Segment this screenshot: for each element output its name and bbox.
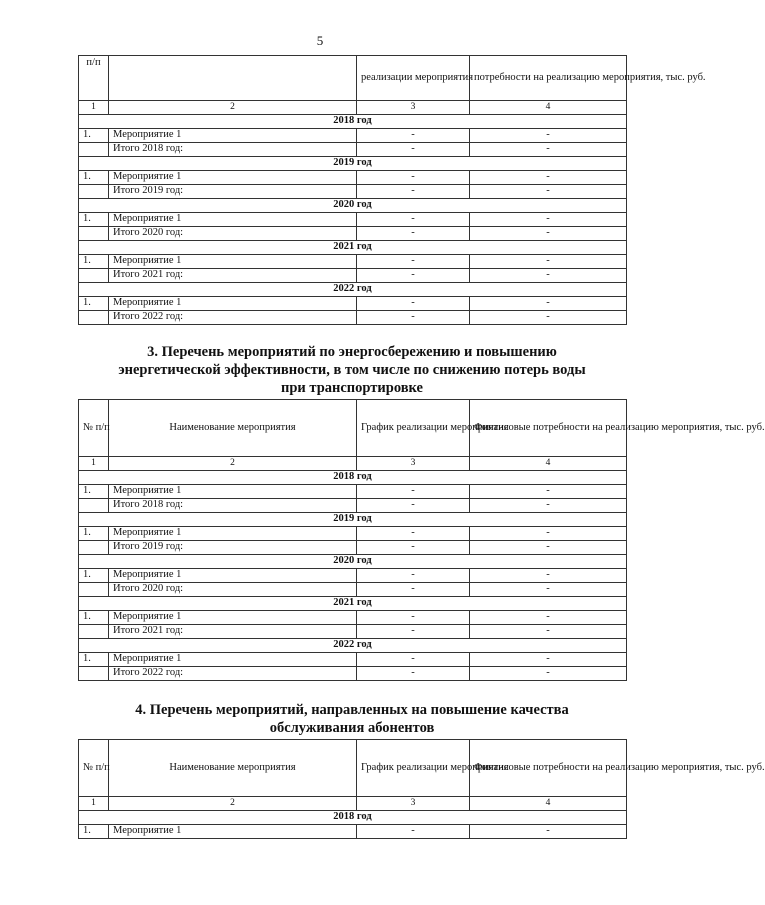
item-number: 1. [79, 129, 109, 143]
total-finance: - [470, 227, 627, 241]
total-finance: - [470, 499, 627, 513]
col-header-name [109, 56, 357, 101]
col-header-schedule: реализации мероприятия [357, 56, 470, 101]
item-finance: - [470, 297, 627, 311]
item-name: Мероприятие 1 [109, 297, 357, 311]
year-row: 2021 год [79, 241, 627, 255]
total-finance: - [470, 667, 627, 681]
col-header-finance: потребности на реализацию мероприятия, тыс. руб. [470, 56, 627, 101]
year-row: 2019 год [79, 157, 627, 171]
table-customer-service [78, 739, 765, 839]
item-schedule: - [357, 485, 470, 499]
section-3-line: при транспортировке [281, 380, 423, 396]
index-cell: 2 [109, 101, 357, 115]
year-row: 2022 год [79, 283, 627, 297]
section-4-line: 4. Перечень мероприятий, направленных на повышение качества [135, 702, 569, 718]
item-schedule: - [357, 171, 470, 185]
total-label: Итого 2019 год: [109, 185, 357, 199]
section-3-line: 3. Перечень мероприятий по энергосбережению и повышению [147, 344, 557, 360]
item-name: Мероприятие 1 [109, 825, 357, 839]
total-number [79, 185, 109, 199]
index-cell: 3 [357, 457, 470, 471]
item-finance: - [470, 255, 627, 269]
total-schedule: - [357, 625, 470, 639]
col-header-no: № п/п [79, 740, 109, 797]
item-name: Мероприятие 1 [109, 171, 357, 185]
total-number [79, 143, 109, 157]
section-3-title [78, 343, 626, 397]
total-schedule: - [357, 143, 470, 157]
item-schedule: - [357, 569, 470, 583]
total-schedule: - [357, 185, 470, 199]
item-schedule: - [357, 255, 470, 269]
item-number: 1. [79, 653, 109, 667]
total-number [79, 269, 109, 283]
item-finance: - [470, 213, 627, 227]
item-number: 1. [79, 527, 109, 541]
index-cell: 3 [357, 797, 470, 811]
year-row: 2020 год [79, 199, 627, 213]
total-label: Итого 2020 год: [109, 583, 357, 597]
item-finance: - [470, 527, 627, 541]
item-schedule: - [357, 297, 470, 311]
index-cell: 4 [470, 797, 627, 811]
section-3-line: энергетической эффективности, в том числе по снижению потерь воды [118, 362, 586, 378]
total-number [79, 227, 109, 241]
total-schedule: - [357, 541, 470, 555]
item-name: Мероприятие 1 [109, 611, 357, 625]
index-cell: 3 [357, 101, 470, 115]
index-cell: 1 [79, 457, 109, 471]
col-header-no: п/п [79, 56, 109, 101]
item-name: Мероприятие 1 [109, 569, 357, 583]
index-cell: 4 [470, 457, 627, 471]
total-number [79, 541, 109, 555]
total-finance: - [470, 625, 627, 639]
page-number: 5 [316, 33, 324, 48]
total-label: Итого 2021 год: [109, 269, 357, 283]
total-schedule: - [357, 583, 470, 597]
col-header-schedule: График реализации мероприятия [357, 740, 470, 797]
item-number: 1. [79, 171, 109, 185]
col-header-finance: Финансовые потребности на реализацию мероприятия, тыс. руб. [470, 740, 627, 797]
section-4-title [78, 701, 626, 737]
table-energy-saving [78, 399, 765, 681]
table-continuation [78, 55, 706, 325]
item-number: 1. [79, 569, 109, 583]
item-schedule: - [357, 653, 470, 667]
index-cell: 2 [109, 797, 357, 811]
total-label: Итого 2022 год: [109, 311, 357, 325]
col-header-finance: Финансовые потребности на реализацию мероприятия, тыс. руб. [470, 400, 627, 457]
year-row: 2020 год [79, 555, 627, 569]
item-finance: - [470, 485, 627, 499]
index-cell: 4 [470, 101, 627, 115]
item-name: Мероприятие 1 [109, 653, 357, 667]
item-number: 1. [79, 825, 109, 839]
total-label: Итого 2022 год: [109, 667, 357, 681]
col-header-name: Наименование мероприятия [109, 400, 357, 457]
item-name: Мероприятие 1 [109, 527, 357, 541]
item-name: Мероприятие 1 [109, 485, 357, 499]
item-finance: - [470, 653, 627, 667]
item-finance: - [470, 611, 627, 625]
year-row: 2018 год [79, 471, 627, 485]
total-finance: - [470, 143, 627, 157]
section-4-line: обслуживания абонентов [269, 720, 435, 736]
item-schedule: - [357, 825, 470, 839]
year-row: 2018 год [79, 115, 627, 129]
total-label: Итого 2018 год: [109, 499, 357, 513]
year-row: 2022 год [79, 639, 627, 653]
total-schedule: - [357, 667, 470, 681]
item-number: 1. [79, 213, 109, 227]
item-number: 1. [79, 297, 109, 311]
year-row: 2019 год [79, 513, 627, 527]
total-schedule: - [357, 311, 470, 325]
total-label: Итого 2020 год: [109, 227, 357, 241]
total-number [79, 667, 109, 681]
item-schedule: - [357, 611, 470, 625]
index-cell: 1 [79, 101, 109, 115]
col-header-schedule: График реализации мероприятия [357, 400, 470, 457]
col-header-no: № п/п [79, 400, 109, 457]
total-number [79, 499, 109, 513]
item-name: Мероприятие 1 [109, 129, 357, 143]
total-schedule: - [357, 227, 470, 241]
year-row: 2018 год [79, 811, 627, 825]
item-name: Мероприятие 1 [109, 213, 357, 227]
item-schedule: - [357, 129, 470, 143]
item-schedule: - [357, 527, 470, 541]
total-label: Итого 2021 год: [109, 625, 357, 639]
total-label: Итого 2019 год: [109, 541, 357, 555]
total-finance: - [470, 269, 627, 283]
total-label: Итого 2018 год: [109, 143, 357, 157]
item-number: 1. [79, 485, 109, 499]
item-finance: - [470, 569, 627, 583]
item-finance: - [470, 171, 627, 185]
total-schedule: - [357, 499, 470, 513]
index-cell: 1 [79, 797, 109, 811]
item-schedule: - [357, 213, 470, 227]
year-row: 2021 год [79, 597, 627, 611]
total-finance: - [470, 541, 627, 555]
item-finance: - [470, 129, 627, 143]
total-number [79, 311, 109, 325]
item-finance: - [470, 825, 627, 839]
total-schedule: - [357, 269, 470, 283]
item-name: Мероприятие 1 [109, 255, 357, 269]
total-finance: - [470, 583, 627, 597]
total-finance: - [470, 185, 627, 199]
total-number [79, 583, 109, 597]
total-number [79, 625, 109, 639]
index-cell: 2 [109, 457, 357, 471]
col-header-name: Наименование мероприятия [109, 740, 357, 797]
item-number: 1. [79, 611, 109, 625]
item-number: 1. [79, 255, 109, 269]
total-finance: - [470, 311, 627, 325]
